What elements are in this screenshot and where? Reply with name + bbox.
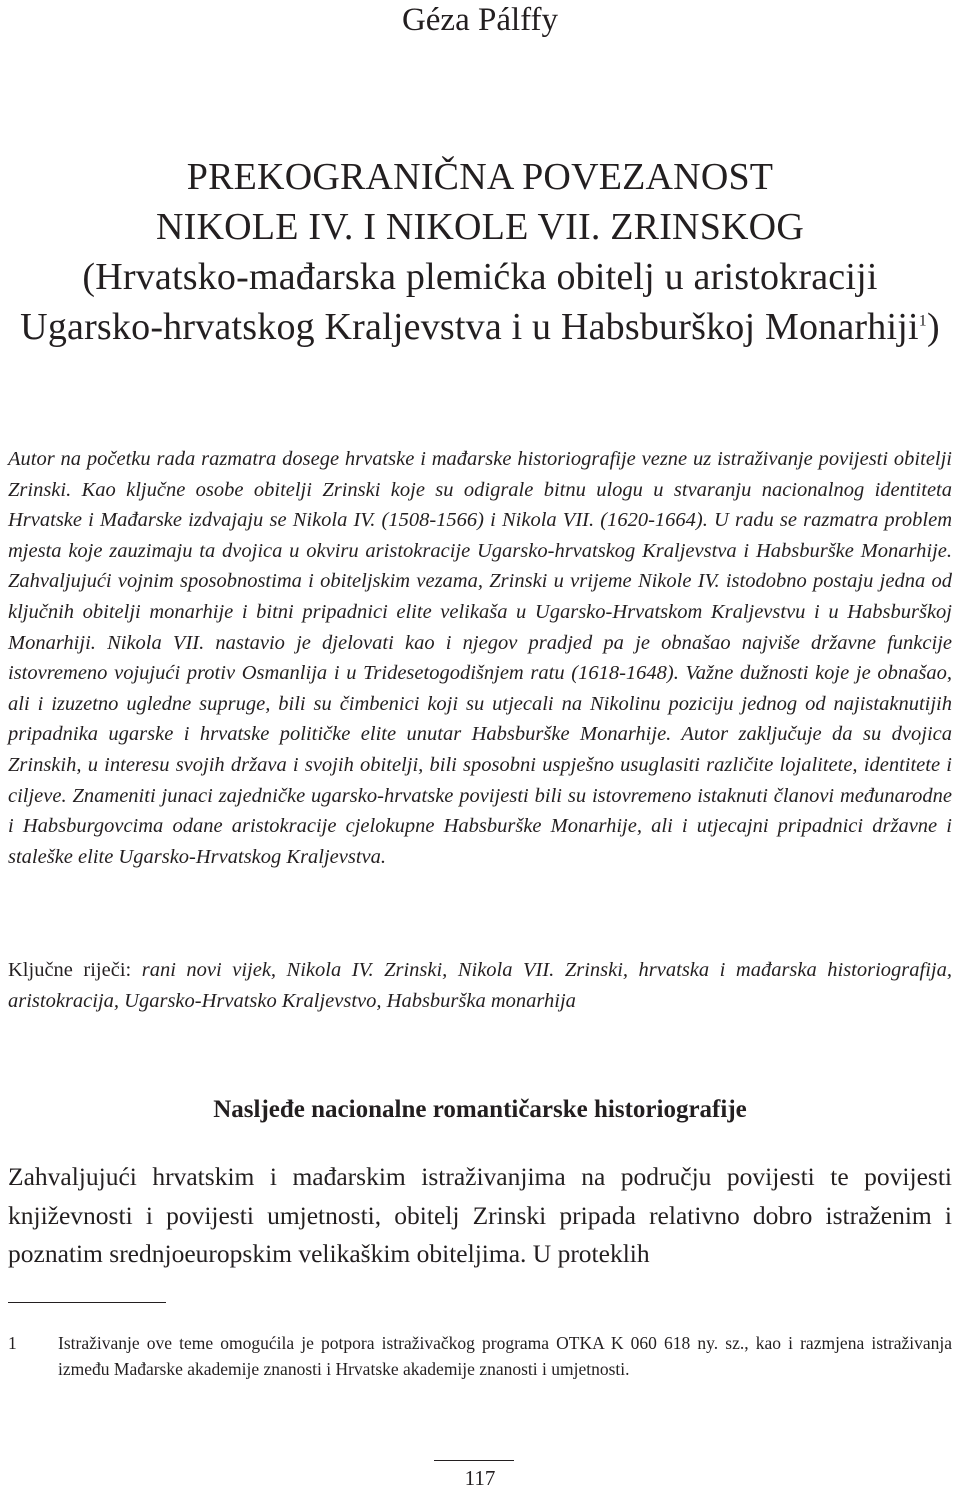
- footnote-separator: [8, 1302, 166, 1303]
- body-paragraph: Zahvaljujući hrvatskim i mađarskim istraživanjima na području povijesti te povijesti književnosti i povijesti umjetnosti, obitelj Zrinski pripada relativno dobro istraženim i poznatim srednjoeuropskim velikaškim obiteljima. U proteklih: [8, 1162, 952, 1268]
- title-line: PREKOGRANIČNA POVEZANOST: [186, 156, 774, 198]
- keywords-values: rani novi vijek, Nikola IV. Zrinski, Nikola VII. Zrinski, hrvatska i mađarska historiografija, aristokracija, Ugarsko-Hrvatsko Kraljevstvo, Habsburška monarhija: [8, 959, 952, 1012]
- keywords: [8, 955, 952, 1016]
- footnote: [8, 1330, 952, 1382]
- page-number: 117: [464, 1466, 496, 1490]
- article-author: Géza Pálffy: [401, 2, 559, 38]
- title-footnote-marker[interactable]: 1: [918, 312, 927, 330]
- page-number-rule: [434, 1460, 514, 1461]
- title-line: (Hrvatsko-mađarska plemićka obitelj u aristokraciji: [82, 256, 878, 298]
- title-line-text: Ugarsko-hrvatskog Kraljevstva i u Habsburškoj Monarhiji: [20, 306, 919, 348]
- title-closing-paren: ): [926, 306, 940, 348]
- title-line: NIKOLE IV. I NIKOLE VII. ZRINSKOG: [156, 206, 804, 248]
- footnote-text: Istraživanje ove teme omogućila je potpora istraživačkog programa OTKA K 060 618 ny. sz., kao i razmjena istraživanja između Mađarske akademije znanosti i Hrvatske akademije znanosti i umjetnosti.: [58, 1333, 952, 1379]
- footnote-number: 1: [8, 1333, 17, 1353]
- article-title: [10, 152, 950, 352]
- section-heading: Nasljeđe nacionalne romantičarske historiografije: [213, 1096, 747, 1123]
- keywords-label: Ključne riječi:: [8, 959, 132, 981]
- abstract: Autor na početku rada razmatra dosege hrvatske i mađarske historiografije vezne uz istraživanje povijesti obitelji Zrinski. Kao ključne osobe obitelji Zrinski koje su odigrale bitnu ulogu u stvaranju nacionalnog identiteta Hrvatske i Mađarske izdvajaju se Nikola IV. (1508-1566) i Nikola VII. (1620-1664). U radu se razmatra problem mjesta koje zauzimaju ta dvojica u okviru aristokracije Ugarsko-hrvatskog Kraljevstva i Habsburške Monarhije. Zahvaljujući vojnim sposobnostima i obiteljskim vezama, Zrinski u vrijeme Nikole IV. istodobno postaju jedna od ključnih obitelji monarhije i bitni pripadnici elite velikaša u Ugarsko-Hrvatskom Kraljevstvu i u Habsburškoj Monarhiji. Nikola VII. nastavio je djelovati kao i njegov pradjed pa je obnašao najviše državne funkcije istovremeno vojujući protiv Osmanlija i u Tridesetogodišnjem ratu (1618-1648). Važne dužnosti koje je obnašao, ali i izuzetno ugledne supruge, bili su čimbenici koji su utjecali na Nikolinu poziciju jednog od najistaknutijih pripadnika ugarske i hrvatske političke elite unutar Habsburške Monarhije. Autor zaključuje da su dvojica Zrinskih, u interesu svojih država i svojih obitelji, bili sposobni uspješno usuglasiti različite lojalitete, identitete i ciljeve. Znameniti junaci zajedničke ugarsko-hrvatske povijesti bili su istovremeno istaknuti članovi međunarodne i Habsburgovcima odane aristokracije cjelokupne Habsburške Monarhije, ali i utjecajni pripadnici državne i staleške elite Ugarsko-Hrvatskog Kraljevstva.: [8, 448, 952, 868]
- title-line: [10, 302, 950, 352]
